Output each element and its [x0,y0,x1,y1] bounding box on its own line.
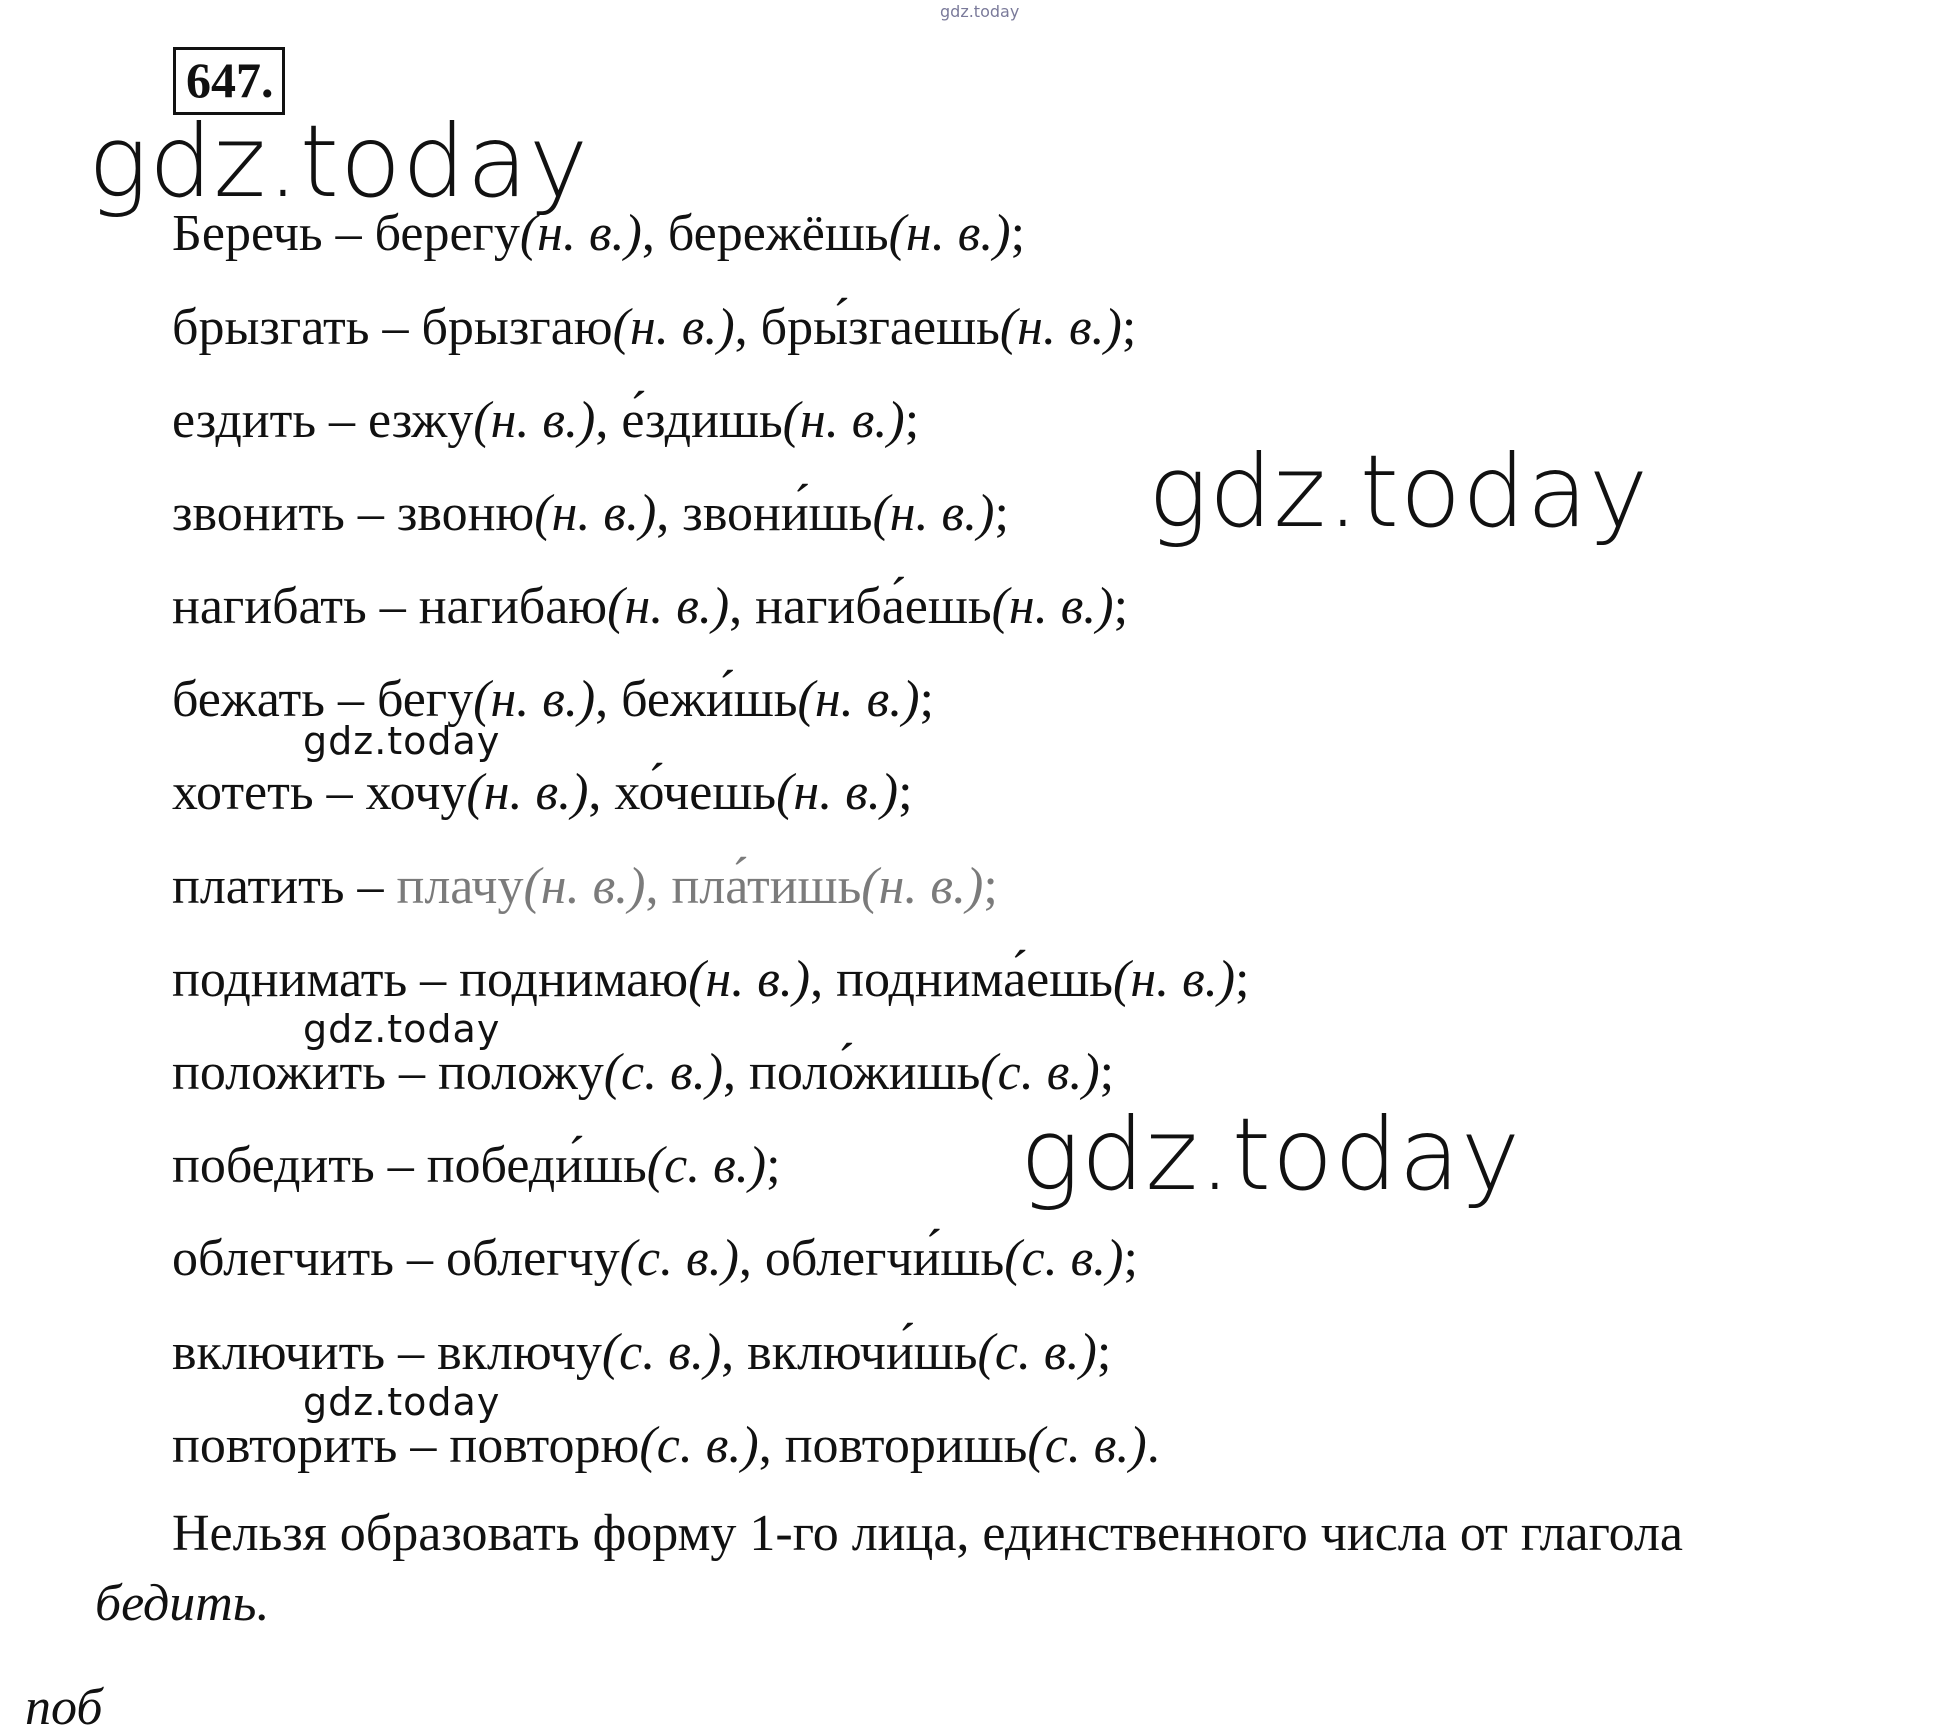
watermark-big: gdz.today [1148,433,1650,550]
punctuation: . [1146,1417,1160,1474]
punctuation: – [324,671,377,728]
punctuation: – [316,392,369,449]
watermark-small: gdz.today [303,1380,501,1424]
aspect-mark: (н. в.) [688,951,811,1008]
verb-line [172,1137,781,1194]
aspect-mark: (с. в.) [1004,1230,1124,1287]
watermark-small: gdz.today [303,1007,501,1051]
aspect-mark: (н. в.) [888,205,1011,262]
aspect-mark: (н. в.) [473,671,596,728]
first-person-form: брызгаю [421,299,613,356]
punctuation: ; [1121,299,1137,356]
note-paragraph: Нельзя образовать форму 1-го лица, единственного числа от глагола [172,1505,1683,1562]
punctuation: ; [994,485,1009,542]
aspect-mark: (н. в.) [872,485,995,542]
punctuation: , [656,485,683,542]
infinitive: положить [172,1044,386,1101]
punctuation: ; [1235,951,1250,1008]
infinitive: хотеть [172,764,314,821]
second-person-form: звони́шь [682,485,873,542]
punctuation: , [588,764,615,821]
first-person-form: бегу [376,671,474,728]
verb-line [172,485,1009,542]
watermark-top: gdz.today [940,2,1020,21]
aspect-mark: (н. в.) [1113,951,1236,1008]
first-person-form: облегчу [445,1230,620,1287]
punctuation: – [344,858,397,915]
first-person-form: нагибаю [418,578,608,635]
aspect-mark: (н. в.) [776,764,899,821]
infinitive: брызгать [172,299,370,356]
aspect-mark: (с. в.) [646,1137,767,1194]
first-person-form: плачу [396,858,524,915]
verb-line [172,205,1026,262]
aspect-mark: (с. в.) [639,1417,759,1474]
aspect-mark: (н. в.) [991,578,1114,635]
aspect-mark: (н. в.) [473,392,596,449]
watermark-small: gdz.today [303,719,501,763]
punctuation: , [645,858,672,915]
punctuation: ; [898,764,913,821]
first-person-form: положу [438,1044,604,1101]
verb-line [172,951,1250,1008]
punctuation: ; [983,858,998,915]
verb-line [172,1324,1112,1381]
punctuation: , [723,1044,750,1101]
verb-line [172,1230,1138,1287]
punctuation: – [322,205,375,262]
aspect-mark: (н. в.) [999,299,1122,356]
verb-line [172,578,1129,635]
infinitive: Беречь [172,205,323,262]
aspect-mark: (с. в.) [980,1044,1100,1101]
punctuation: , [729,578,756,635]
first-person-form: езжу [368,392,474,449]
punctuation: , [595,392,622,449]
aspect-mark: (н. в.) [466,764,589,821]
punctuation: – [393,1230,446,1287]
aspect-mark: (с. в.) [601,1324,722,1381]
infinitive: ездить [172,392,317,449]
aspect-mark: (с. в.) [977,1324,1097,1381]
aspect-mark: (н. в.) [782,392,905,449]
verb-line [172,392,920,449]
infinitive: бежать [172,671,325,728]
punctuation: ; [904,392,920,449]
first-person-form: поднимаю [459,951,689,1008]
note-paragraph-continuation: бедить. [95,1575,270,1632]
first-person-form: повторю [449,1417,640,1474]
second-person-form: облегчи́шь [764,1230,1005,1287]
second-person-form: повторишь [784,1417,1028,1474]
second-person-form: включи́шь [747,1324,978,1381]
aspect-mark: (н. в.) [523,858,646,915]
aspect-mark: (н. в.) [797,671,920,728]
punctuation: ; [1113,578,1129,635]
punctuation: – [366,578,419,635]
first-person-form: победи́шь [426,1137,647,1194]
second-person-form: бережёшь [667,205,889,262]
infinitive: включить [172,1324,386,1381]
punctuation: , [758,1417,785,1474]
punctuation: – [386,1044,438,1101]
infinitive: повторить [172,1417,398,1474]
watermark-big: gdz.today [88,103,590,220]
aspect-mark: (с. в.) [603,1044,724,1101]
second-person-form: бры́згаешь [760,299,1000,356]
verb-line [172,1044,1115,1101]
punctuation: , [721,1324,748,1381]
punctuation: – [344,485,397,542]
first-person-form: берегу [374,205,520,262]
punctuation: – [385,1324,438,1381]
punctuation: – [369,299,422,356]
second-person-form: пла́тишь [671,858,862,915]
punctuation: ; [1123,1230,1138,1287]
second-person-form: поднима́ешь [836,951,1114,1008]
punctuation: ; [1096,1324,1112,1381]
aspect-mark: (с. в.) [619,1230,739,1287]
punctuation: – [407,951,460,1008]
second-person-form: нагиба́ешь [755,578,992,635]
aspect-mark: (н. в.) [519,205,642,262]
punctuation: ; [1010,205,1026,262]
punctuation: , [734,299,761,356]
verb-line [172,671,934,728]
infinitive: платить [172,858,345,915]
aspect-mark: (н. в.) [612,299,735,356]
second-person-form: хо́чешь [614,764,777,821]
punctuation: , [738,1230,765,1287]
infinitive: поднимать [172,951,408,1008]
second-person-form: бежи́шь [621,671,798,728]
aspect-mark: (с. в.) [1027,1417,1147,1474]
first-person-form: включу [437,1324,602,1381]
aspect-mark: (н. в.) [861,858,984,915]
punctuation: , [810,951,837,1008]
punctuation: , [595,671,622,728]
verb-line [172,299,1137,356]
aspect-mark: (н. в.) [607,578,730,635]
punctuation: ; [1099,1044,1115,1101]
second-person-form: е́здишь [621,392,783,449]
punctuation: – [374,1137,427,1194]
task-number: 647. [173,47,285,115]
first-person-form: хочу [365,764,467,821]
second-person-form: поло́жишь [749,1044,981,1101]
infinitive: победить [172,1137,375,1194]
punctuation: – [313,764,366,821]
watermark-big: gdz.today [1020,1096,1522,1213]
punctuation: , [641,205,668,262]
infinitive: звонить [172,485,345,542]
bottom-fragment: поб [25,1679,103,1736]
punctuation: – [397,1417,450,1474]
infinitive: облегчить [172,1230,394,1287]
infinitive: нагибать [172,578,367,635]
verb-line [172,764,913,821]
punctuation: ; [766,1137,781,1194]
first-person-form: звоню [396,485,535,542]
aspect-mark: (н. в.) [534,485,657,542]
verb-line [172,1417,1160,1474]
verb-line [172,858,998,915]
punctuation: ; [919,671,934,728]
